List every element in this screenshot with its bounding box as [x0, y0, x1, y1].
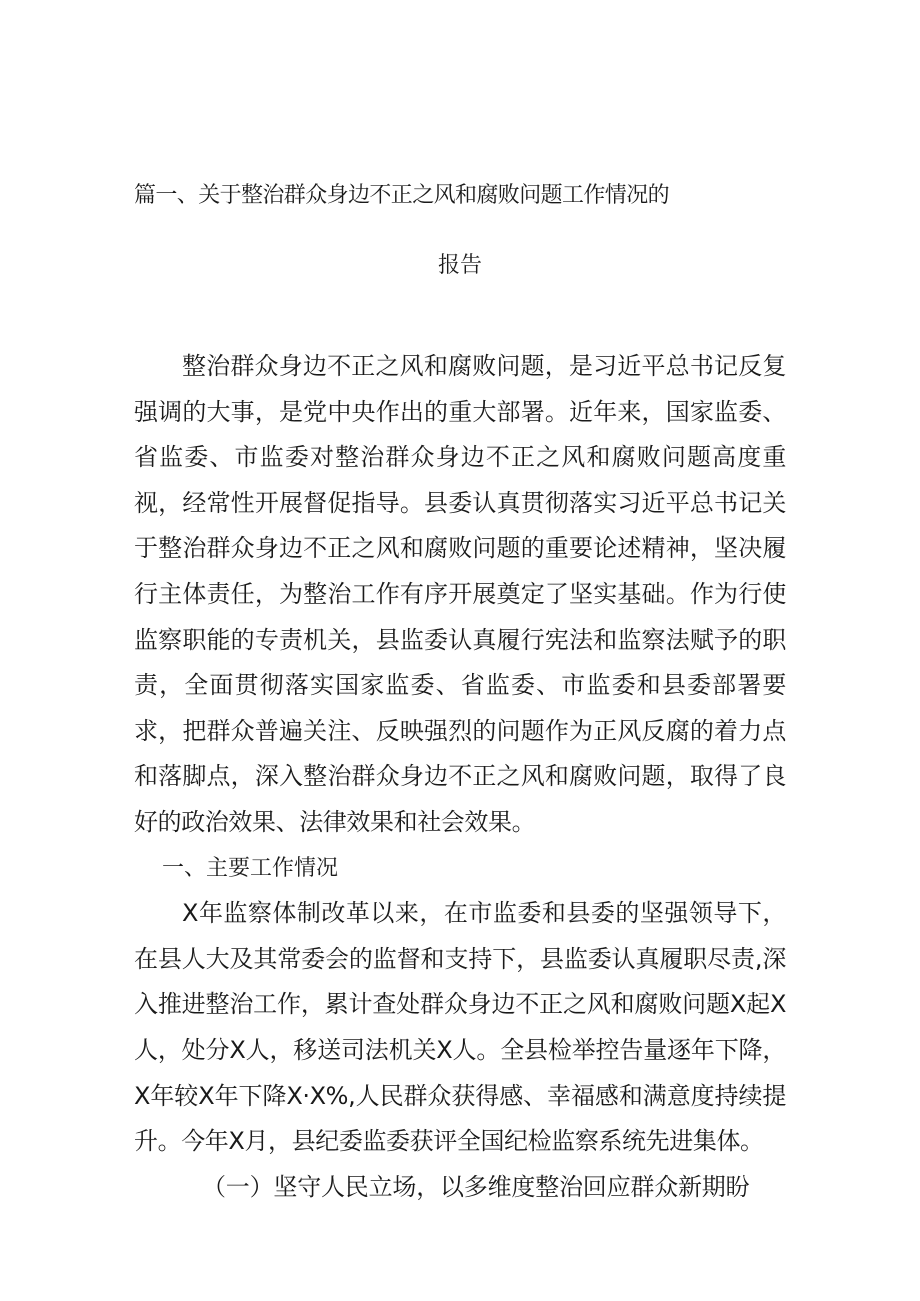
intro-paragraph: 整治群众身边不正之风和腐败问题，是习近平总书记反复强调的大事，是党中央作出的重大部署。近年来，国家监委、省监委、市监委对整治群众身边不正之风和腐败问题高度重视，经常性开展督促指导。县委认真贯彻落实习近平总书记关于整治群众身边不正之风和腐败问题的重要论述精神，坚决履行主体责任，为整治工作有序开展奠定了坚实基础。作为行使监察职能的专责机关，县监委认真履行宪法和监察法赋予的职责，全面贯彻落实国家监委、省监委、市监委和县委部署要求，把群众普遍关注、反映强烈的问题作为正风反腐的着力点和落脚点，深入整治群众身边不正之风和腐败问题，取得了良好的政治效果、法律效果和社会效果。: [134, 352, 786, 836]
document-title: 篇一、关于整治群众身边不正之风和腐败问题工作情况的: [134, 183, 670, 208]
section-heading: 一、主要工作情况: [162, 855, 339, 881]
document-title-continued: 报告: [437, 253, 482, 278]
subsection-heading: （一）坚守人民立场，以多维度整治回应群众新期盼: [202, 1172, 750, 1201]
work-summary-paragraph: X年监察体制改革以来，在市监委和县委的坚强领导下，在县人大及其常委会的监督和支持下，县监委认真履职尽责,深入推进整治工作，累计查处群众身边不正之风和腐败问题X起X人，处分X人，移送司法机关X人。全县检举控告量逐年下降，X年较X年下降X·X%,人民群众获得感、幸福感和满意度持续提升。今年X月，县纪委监委获评全国纪检监察系统先进集体。: [134, 899, 786, 1156]
document-body: [134, 344, 786, 1210]
